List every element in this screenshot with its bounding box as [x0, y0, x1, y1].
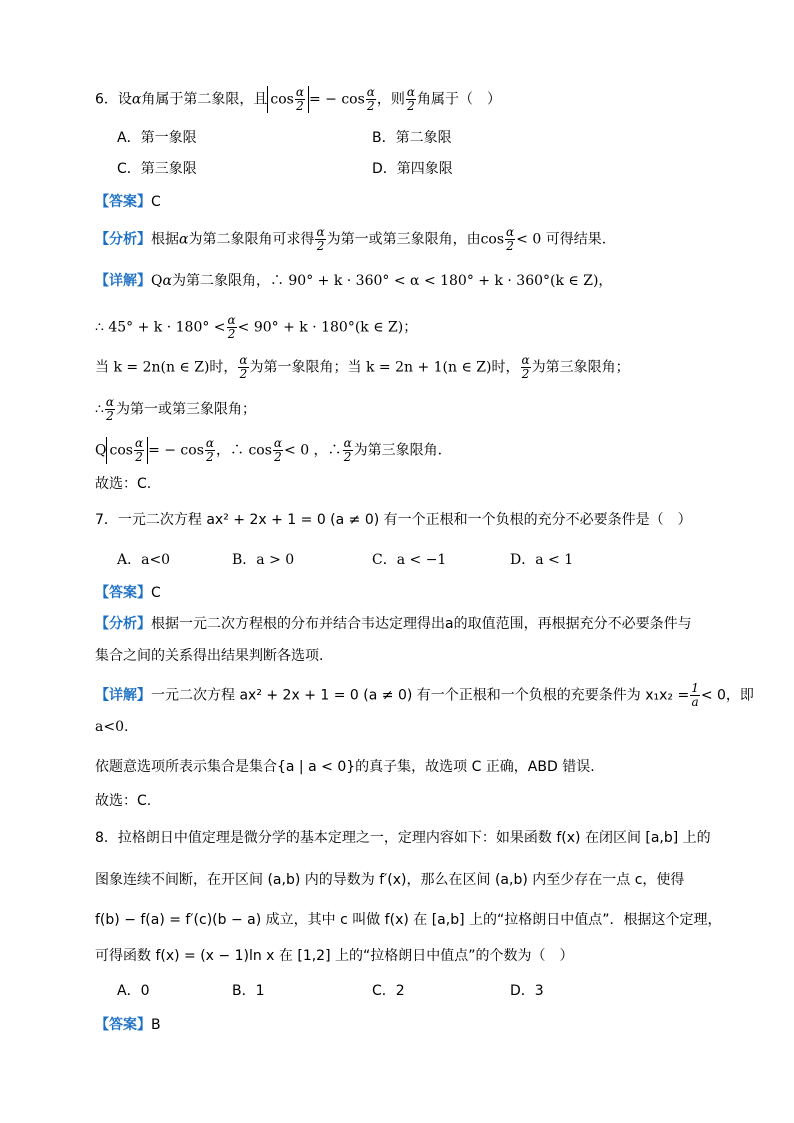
q7-option-c[interactable]: C．a < −1 [372, 552, 447, 568]
q6-stem: 6．设α角属于第二象限，且 cos $\frac{\alpha}{2}$ = − cos $\frac{\alpha}{2}$ ，则 $\frac{\alpha}{2}$ 角属于（ ） [95, 85, 502, 113]
q8-option-b[interactable]: B．1 [232, 983, 265, 999]
q7-analysis-1: 【分析】根据一元二次方程根的分布并结合韦达定理得出a的取值范围，再根据充分不必要条件与 [95, 616, 692, 632]
q8-stem-3: f(b) − f(a) = f′(c)(b − a) 成立，其中 c 叫做 f(x) 在 [a,b] 上的“拉格朗日中值点”．根据这个定理， [95, 912, 722, 928]
q6-number: 6．设 [95, 91, 132, 108]
q6-detail-5: Q cos $\frac{\alpha}{2}$ = − cos $\frac{\alpha}{2}$ ，∴ cos $\frac{\alpha}{2}$ < 0 ，∴ $\frac{\alpha}{2}$ 为第三象限角. [95, 436, 443, 464]
q6-detail-3: 当 k = 2n(n ∈ Z)时， $\frac{\alpha}{2}$ 为第一象限角；当 k = 2n + 1(n ∈ Z)时， $\frac{\alpha}{2}$ 为第三象限角； [95, 353, 630, 381]
q7-answer: 【答案】C [95, 585, 161, 601]
q7-detail-2: a<0. [95, 719, 129, 735]
q7-analysis-2: 集合之间的关系得出结果判断各选项. [95, 648, 324, 664]
q6-option-a[interactable]: A．第一象限 [117, 130, 197, 146]
q7-stem: 7．一元二次方程 ax² + 2x + 1 = 0 (a ≠ 0) 有一个正根和一个负根的充分不必要条件是（ ） [95, 512, 692, 528]
q6-conclusion: 故选：C. [95, 476, 152, 492]
q6-detail-1: 【详解】Qα为第二象限角，∴ 90° + k · 360° < α < 180° + k · 360°(k ∈ Z)， [95, 273, 613, 289]
q7-option-d[interactable]: D．a < 1 [510, 552, 574, 568]
q6-answer: 【答案】C [95, 194, 161, 210]
q7-option-a[interactable]: A．a<0 [117, 552, 171, 568]
q8-stem-1: 8．拉格朗日中值定理是微分学的基本定理之一，定理内容如下：如果函数 f(x) 在闭区间 [a,b] 上的 [95, 830, 711, 846]
q6-detail-4: ∴ $\frac{\alpha}{2}$ 为第一或第三象限角； [95, 395, 257, 423]
q8-stem-4: 可得函数 f(x) = (x − 1)ln x 在 [1,2] 上的“拉格朗日中值点”的个数为（ ） [95, 948, 574, 964]
q6-option-b[interactable]: B．第二象限 [372, 130, 452, 146]
q6-abs-cos: cos $\frac{\alpha}{2}$ [267, 86, 309, 113]
q7-detail-1: 【详解】一元二次方程 ax² + 2x + 1 = 0 (a ≠ 0) 有一个正根和一个负根的充要条件为 x₁x₂ = $\frac{1}{a}$ < 0，即 [95, 681, 754, 709]
q8-option-d[interactable]: D．3 [510, 983, 544, 999]
q7-option-b[interactable]: B．a > 0 [232, 552, 295, 568]
q6-detail-2: ∴ 45° + k · 180° < $\frac{\alpha}{2}$ < 90° + k · 180°(k ∈ Z)； [95, 313, 418, 341]
q8-option-c[interactable]: C．2 [372, 983, 405, 999]
q8-answer: 【答案】B [95, 1017, 161, 1033]
q7-conclusion: 故选：C. [95, 793, 152, 809]
q6-option-d[interactable]: D．第四象限 [372, 161, 453, 177]
q8-option-a[interactable]: A．0 [117, 983, 150, 999]
q6-analysis: 【分析】根据α为第二象限角可求得 $\frac{\alpha}{2}$ 为第一或第三象限角，由cos $\frac{\alpha}{2}$ < 0 可得结果. [95, 225, 607, 253]
q8-stem-2: 图象连续不间断，在开区间 (a,b) 内的导数为 f′(x)，那么在区间 (a,b) 内至少存在一点 c，使得 [95, 872, 685, 888]
q7-detail-3: 依题意选项所表示集合是集合{a | a < 0}的真子集，故选项 C 正确，ABD 错误. [95, 759, 595, 775]
q6-option-c[interactable]: C．第三象限 [117, 161, 197, 177]
